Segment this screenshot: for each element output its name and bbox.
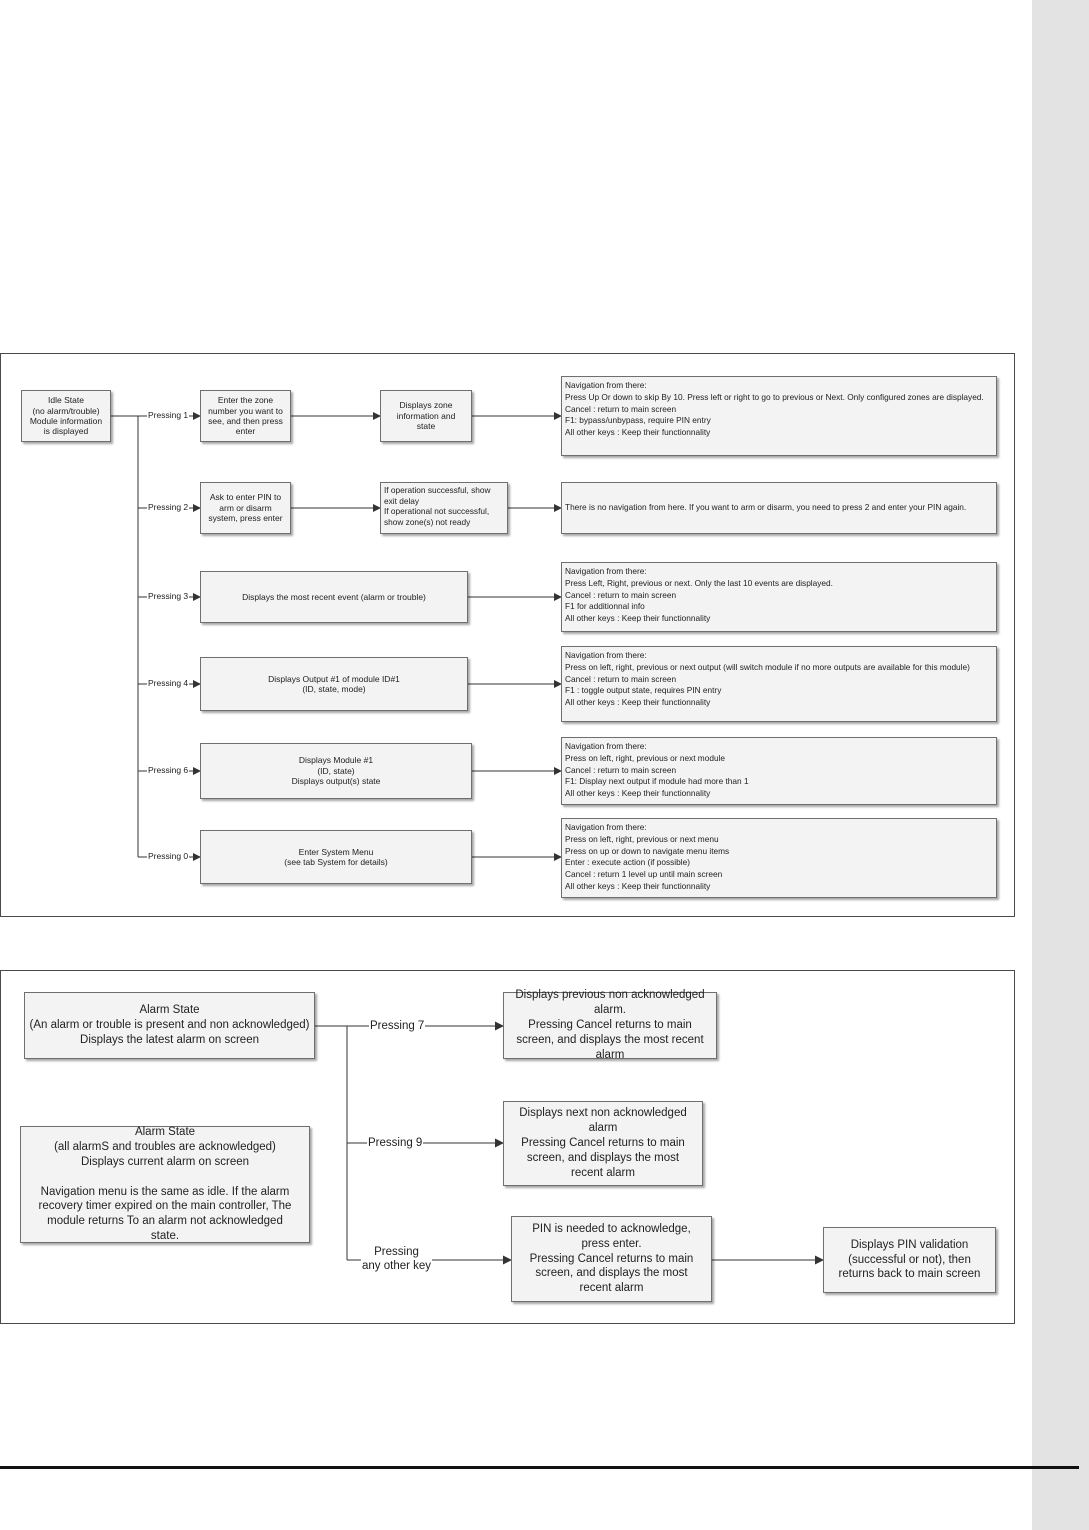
key-label-2: Pressing 2 [148,502,189,512]
system-navigation-box: Navigation from there: Press on left, right, previous or next menu Press on up or down to navigate menu items Enter : execute action (if possible) Cancel : return 1 level up until main screen All other keys : Keep their functionnality [561,818,997,898]
key-label-1: Pressing 1 [148,410,189,420]
recent-event-box: Displays the most recent event (alarm or trouble) [200,571,468,623]
footer-rule [0,1466,1079,1469]
key-label-3: Pressing 3 [148,591,189,601]
key-label-0: Pressing 0 [148,851,189,861]
key-label-4: Pressing 4 [148,678,189,688]
key-label-6: Pressing 6 [148,765,189,775]
arm-pin-box: Ask to enter PIN to arm or disarm system, press enter [200,482,291,534]
zone-info-box: Displays zone information and state [380,390,472,442]
pin-validation-box: Displays PIN validation (successful or not), then returns back to main screen [823,1227,996,1293]
output-box: Displays Output #1 of module ID#1 (ID, state, mode) [200,657,468,711]
system-menu-box: Enter System Menu (see tab System for details) [200,830,472,884]
alarm-acknowledged-box: Alarm State (all alarmS and troubles are acknowledged) Displays current alarm on screen Navigation menu is the same as idle. If the alarm recovery timer expired on the main controller, The module returns To an alarm not acknowledged state. [20,1126,310,1243]
module-box: Displays Module #1 (ID, state) Displays output(s) state [200,743,472,799]
next-alarm-box: Displays next non acknowledged alarm Pressing Cancel returns to main screen, and displays the most recent alarm [503,1101,703,1186]
key-label-9: Pressing 9 [368,1137,423,1149]
idle-state-box: Idle State (no alarm/trouble) Module information is displayed [21,390,111,442]
module-navigation-box: Navigation from there: Press on left, right, previous or next module Cancel : return to main screen F1: Display next output if module had more than 1 All other keys : Keep their functionnality [561,737,997,805]
key-label-7: Pressing 7 [370,1020,425,1032]
event-navigation-box: Navigation from there: Press Left, Right, previous or next. Only the last 10 events are displayed. Cancel : return to main screen F1 for additionnal info All other keys : Keep their functionnality [561,562,997,632]
output-navigation-box: Navigation from there: Press on left, right, previous or next output (will switch module if no more outputs are available for this module) Cancel : return to main screen F1 : toggle output state, requires PIN entry All other keys : Keep their functionnality [561,646,997,722]
idle-state-diagram [0,353,1015,917]
key-label-other: Pressing any other key [362,1246,432,1273]
acknowledge-pin-box: PIN is needed to acknowledge, press enter. Pressing Cancel returns to main screen, and displays the most recent alarm [511,1216,712,1302]
page-margin-bar [1032,0,1089,1530]
arm-result-box: If operation successful, show exit delay If operational not successful, show zone(s) not ready [380,482,508,534]
alarm-state-diagram [0,970,1015,1324]
zone-navigation-box: Navigation from there: Press Up Or down to skip By 10. Press left or right to go to previous or Next. Only configured zones are displayed. Cancel : return to main screen F1: bypass/unbypass, require PIN entry All other keys : Keep their functionnality [561,376,997,456]
previous-alarm-box: Displays previous non acknowledged alarm. Pressing Cancel returns to main screen, and displays the most recent alarm [503,992,717,1059]
arm-navigation-box: There is no navigation from here. If you want to arm or disarm, you need to press 2 and enter your PIN again. [561,482,997,534]
zone-entry-box: Enter the zone number you want to see, and then press enter [200,390,291,442]
alarm-unacknowledged-box: Alarm State (An alarm or trouble is present and non acknowledged) Displays the latest alarm on screen [24,992,315,1059]
